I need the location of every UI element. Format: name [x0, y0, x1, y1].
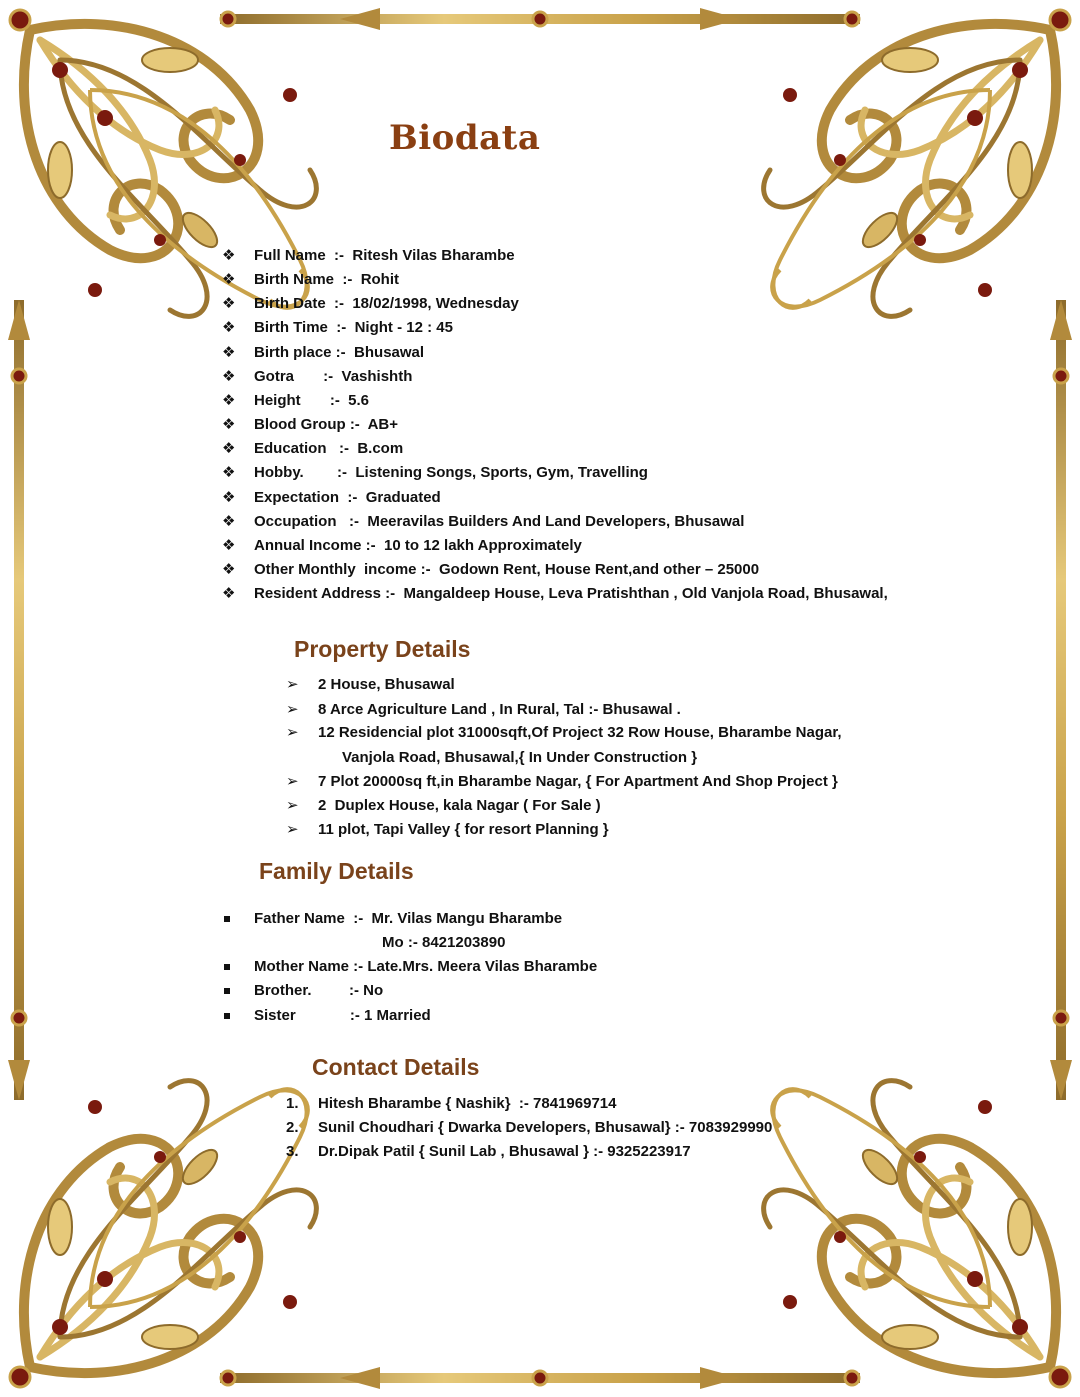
- arrow-bullet-icon: ➢: [286, 773, 299, 790]
- arrow-bullet-icon: ➢: [286, 797, 299, 814]
- family-item: Sister :- 1 Married: [254, 1007, 431, 1024]
- personal-detail-line: [254, 416, 398, 434]
- detail-value: Night - 12 : 45: [354, 319, 453, 336]
- personal-detail-line: [254, 319, 453, 337]
- personal-detail-line: [254, 585, 888, 603]
- page-title: Biodata: [389, 118, 541, 158]
- detail-value: Mangaldeep House, Leva Pratishthan , Old Vanjola Road, Bhusawal,: [403, 585, 888, 602]
- square-bullet-icon: [224, 1013, 230, 1019]
- diamond-bullet-icon: ❖: [222, 561, 236, 578]
- diamond-bullet-icon: ❖: [222, 537, 236, 554]
- arrow-bullet-icon: ➢: [286, 676, 299, 693]
- property-item: Vanjola Road, Bhusawal,{ In Under Construction }: [342, 749, 698, 766]
- personal-detail-line: [254, 464, 648, 482]
- family-item: Brother. :- No: [254, 982, 384, 999]
- arrow-bullet-icon: ➢: [286, 701, 299, 718]
- property-item: 8 Arce Agriculture Land , In Rural, Tal :- Bhusawal .: [318, 701, 681, 718]
- detail-label: Gotra :-: [254, 368, 334, 385]
- diamond-bullet-icon: ❖: [222, 416, 236, 433]
- contact-number: 2.: [286, 1119, 299, 1136]
- diamond-bullet-icon: ❖: [222, 392, 236, 409]
- detail-label: Resident Address :-: [254, 585, 396, 602]
- square-bullet-icon: [224, 988, 230, 994]
- detail-value: Meeravilas Builders And Land Developers, Bhusawal: [367, 513, 745, 530]
- left-border: [14, 300, 24, 1100]
- square-bullet-icon: [224, 964, 230, 970]
- detail-label: Blood Group :-: [254, 416, 360, 433]
- personal-detail-line: [254, 368, 412, 386]
- detail-label: Birth place :-: [254, 344, 346, 361]
- detail-value: 5.6: [348, 392, 370, 409]
- personal-detail-line: [254, 271, 399, 289]
- contact-item: Dr.Dipak Patil { Sunil Lab , Bhusawal } :- 9325223917: [318, 1143, 691, 1160]
- property-item: 2 Duplex House, kala Nagar ( For Sale ): [318, 797, 601, 814]
- contact-number: 1.: [286, 1095, 299, 1112]
- personal-detail-line: [254, 513, 744, 531]
- detail-value: Graduated: [365, 489, 441, 506]
- right-border: [1056, 300, 1066, 1100]
- detail-label: Birth Date :-: [254, 295, 344, 312]
- diamond-bullet-icon: ❖: [222, 464, 236, 481]
- personal-detail-line: [254, 247, 515, 265]
- detail-value: Bhusawal: [354, 344, 425, 361]
- property-item: 7 Plot 20000sq ft,in Bharambe Nagar, { For Apartment And Shop Project }: [318, 773, 838, 790]
- detail-label: Occupation :-: [254, 513, 359, 530]
- property-item: 12 Residencial plot 31000sqft,Of Project 32 Row House, Bharambe Nagar,: [318, 724, 842, 741]
- diamond-bullet-icon: ❖: [222, 585, 236, 602]
- contact-heading: Contact Details: [312, 1054, 480, 1080]
- family-item: Mother Name :- Late.Mrs. Meera Vilas Bharambe: [254, 958, 598, 975]
- contact-number: 3.: [286, 1143, 299, 1160]
- diamond-bullet-icon: ❖: [222, 489, 236, 506]
- detail-label: Full Name :-: [254, 247, 345, 264]
- detail-value: 18/02/1998, Wednesday: [352, 295, 519, 312]
- detail-value: Godown Rent, House Rent,and other – 25000: [439, 561, 760, 578]
- diamond-bullet-icon: ❖: [222, 295, 236, 312]
- personal-detail-line: [254, 344, 424, 362]
- diamond-bullet-icon: ❖: [222, 440, 236, 457]
- property-item: 11 plot, Tapi Valley { for resort Planning }: [318, 821, 609, 838]
- contact-item: Sunil Choudhari { Dwarka Developers, Bhusawal} :- 7083929990: [318, 1119, 773, 1136]
- detail-label: Expectation :-: [254, 489, 358, 506]
- detail-label: Birth Name :-: [254, 271, 353, 288]
- property-item: 2 House, Bhusawal: [318, 676, 455, 693]
- diamond-bullet-icon: ❖: [222, 344, 236, 361]
- arrow-bullet-icon: ➢: [286, 821, 299, 838]
- personal-detail-line: [254, 440, 403, 458]
- personal-detail-line: [254, 537, 582, 555]
- detail-label: Hobby. :-: [254, 464, 348, 481]
- diamond-bullet-icon: ❖: [222, 513, 236, 530]
- family-item: Mo :- 8421203890: [382, 934, 506, 951]
- property-heading: Property Details: [294, 636, 471, 662]
- contact-item: Hitesh Bharambe { Nashik} :- 7841969714: [318, 1095, 617, 1112]
- detail-value: Listening Songs, Sports, Gym, Travelling: [355, 464, 648, 481]
- detail-label: Other Monthly income :-: [254, 561, 431, 578]
- detail-label: Annual Income :-: [254, 537, 376, 554]
- detail-label: Height :-: [254, 392, 340, 409]
- personal-detail-line: [254, 392, 369, 410]
- detail-label: Birth Time :-: [254, 319, 347, 336]
- personal-detail-line: [254, 561, 759, 579]
- personal-detail-line: [254, 295, 519, 313]
- detail-label: Education :-: [254, 440, 349, 457]
- detail-value: Ritesh Vilas Bharambe: [352, 247, 515, 264]
- family-item: Father Name :- Mr. Vilas Mangu Bharambe: [254, 910, 563, 927]
- family-heading: Family Details: [259, 858, 414, 884]
- diamond-bullet-icon: ❖: [222, 247, 236, 264]
- diamond-bullet-icon: ❖: [222, 319, 236, 336]
- detail-value: 10 to 12 lakh Approximately: [384, 537, 582, 554]
- detail-value: B.com: [357, 440, 404, 457]
- square-bullet-icon: [224, 916, 230, 922]
- diamond-bullet-icon: ❖: [222, 271, 236, 288]
- personal-detail-line: [254, 489, 441, 507]
- detail-value: AB+: [367, 416, 399, 433]
- detail-value: Vashishth: [341, 368, 413, 385]
- arrow-bullet-icon: ➢: [286, 724, 299, 741]
- diamond-bullet-icon: ❖: [222, 368, 236, 385]
- detail-value: Rohit: [360, 271, 400, 288]
